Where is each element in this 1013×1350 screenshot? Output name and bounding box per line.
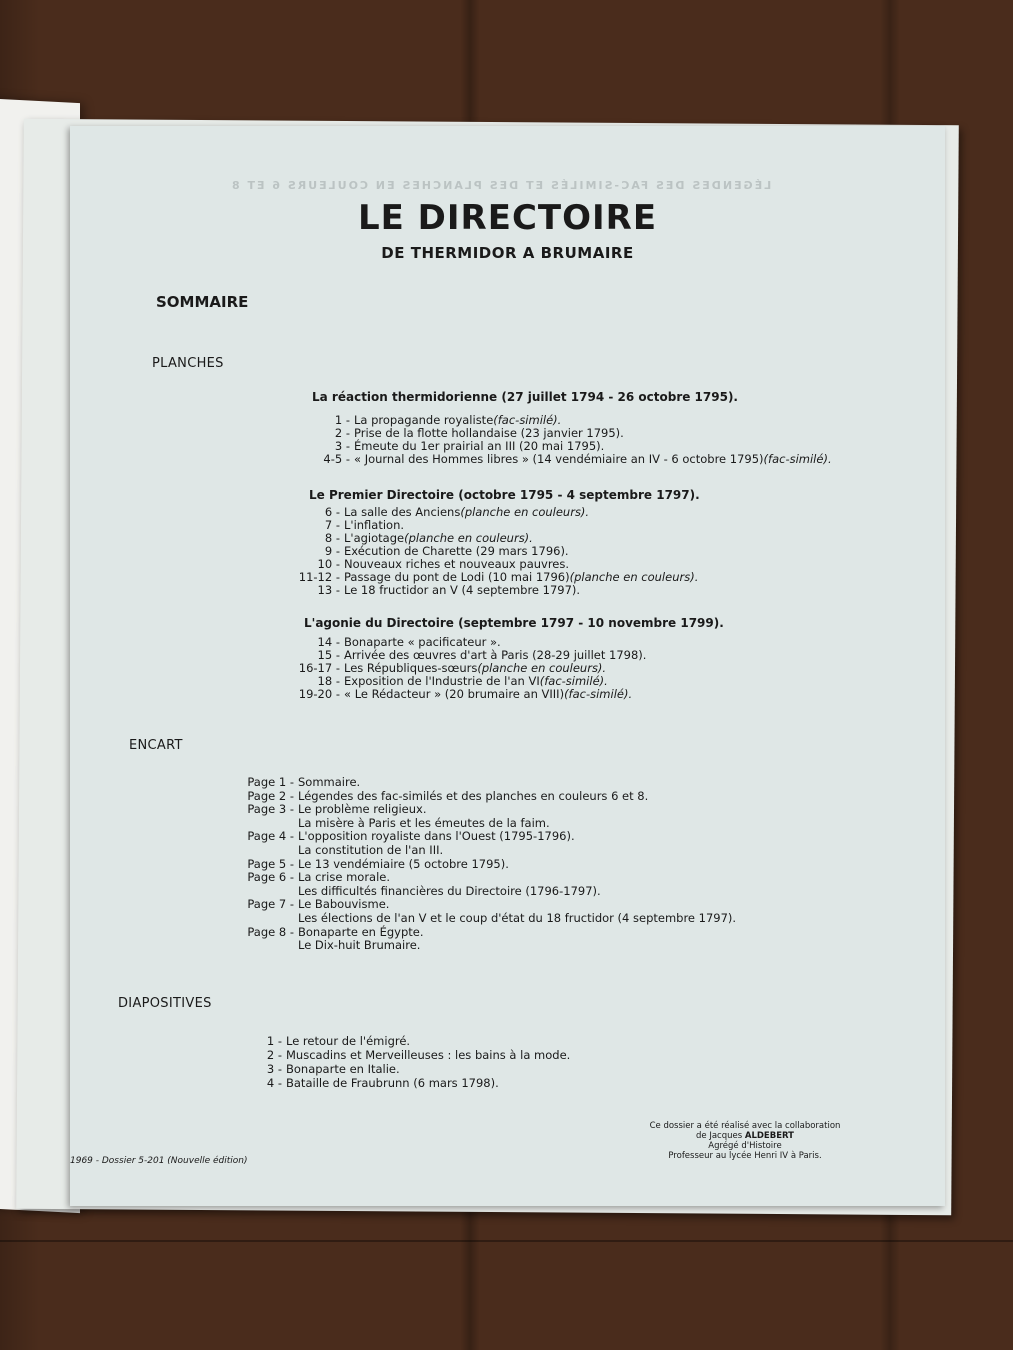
- item-number: 2 -: [266, 1048, 282, 1062]
- page-subtitle: DE THERMIDOR A BRUMAIRE: [381, 244, 634, 262]
- sommaire-heading: SOMMAIRE: [156, 293, 249, 311]
- item-text: Le retour de l'émigré.: [286, 1034, 411, 1048]
- encart-line: [236, 790, 736, 804]
- credit-line: [630, 1131, 860, 1141]
- credit-line: Professeur au lycée Henri IV à Paris.: [668, 1151, 822, 1161]
- item-note: (planche en couleurs).: [477, 661, 607, 675]
- item-text: Le 18 fructidor an V (4 septembre 1797).: [344, 583, 581, 597]
- encart-line: [236, 858, 736, 872]
- planches-heading: PLANCHES: [152, 356, 224, 371]
- item-number: 9 -: [324, 544, 340, 558]
- page-number: Page 4 -: [247, 829, 294, 844]
- encart-line: [236, 776, 736, 790]
- item-number: 1 -: [334, 413, 350, 427]
- page-number: Page 7 -: [247, 897, 294, 912]
- item-note: (fac-similé).: [564, 687, 633, 701]
- page-number: Page 5 -: [247, 856, 294, 871]
- item-number: 10 -: [317, 557, 340, 571]
- item-text: Nouveaux riches et nouveaux pauvres.: [344, 557, 570, 571]
- item-number: 7 -: [324, 518, 340, 532]
- item-text: Bataille de Fraubrunn (6 mars 1798).: [286, 1076, 499, 1090]
- encart-line: [236, 912, 736, 926]
- item-number: 19-20 -: [298, 687, 340, 701]
- item-number: 13 -: [317, 583, 340, 597]
- encart-line: [236, 803, 736, 817]
- encart-line: [236, 898, 736, 912]
- planches-group-title: L'agonie du Directoire (septembre 1797 - 10 novembre 1799).: [304, 616, 724, 630]
- item-number: 18 -: [317, 674, 340, 688]
- encart-line: [236, 830, 736, 844]
- encart-text: La constitution de l'an III.: [298, 842, 444, 857]
- page-number: Page 2 -: [247, 788, 294, 803]
- page-number: Page 3 -: [247, 802, 294, 817]
- item-text: Bonaparte en Italie.: [286, 1062, 400, 1076]
- encart-line: [236, 871, 736, 885]
- page-number: Page 1 -: [247, 775, 294, 789]
- encart-text: L'opposition royaliste dans l'Ouest (1795-1796).: [298, 829, 575, 844]
- item-text: La salle des Anciens: [344, 505, 461, 519]
- author-name: ALDEBERT: [744, 1131, 794, 1141]
- item-text: Exposition de l'Industrie de l'an VI: [344, 674, 540, 688]
- planches-group-list: [292, 636, 646, 701]
- planches-group-title: Le Premier Directoire (octobre 1795 - 4 septembre 1797).: [309, 488, 700, 502]
- credit-line: Agrégé d'Histoire: [708, 1141, 782, 1151]
- encart-line: [236, 926, 736, 940]
- planches-group-title: La réaction thermidorienne (27 juillet 1794 - 26 octobre 1795).: [312, 390, 738, 404]
- item-note: (planche en couleurs).: [404, 531, 533, 545]
- encart-text: Les élections de l'an V et le coup d'état du 18 fructidor (4 septembre 1797).: [298, 910, 737, 925]
- item-text: Arrivée des œuvres d'art à Paris (28-29 juillet 1798).: [344, 648, 647, 662]
- encart-text: Sommaire.: [298, 775, 361, 789]
- document-page: [70, 126, 945, 1206]
- list-item: [260, 1048, 570, 1062]
- show-through-text: LÉGENDES DES FAC-SIMILÉS ET DES PLANCHES EN COULEURS 6 ET 8: [230, 179, 772, 192]
- encart-text: Bonaparte en Égypte.: [298, 924, 424, 939]
- item-text: L'agiotage: [344, 531, 405, 545]
- encart-text: Légendes des fac-similés et des planches en couleurs 6 et 8.: [298, 788, 649, 803]
- list-item: [292, 688, 646, 701]
- item-number: 11-12 -: [298, 570, 340, 584]
- encart-line: [236, 817, 736, 831]
- item-text: Prise de la flotte hollandaise (23 janvier 1795).: [354, 426, 624, 440]
- page-title: LE DIRECTOIRE: [357, 198, 658, 238]
- credit-prefix: de Jacques: [696, 1131, 745, 1141]
- encart-text: La crise morale.: [298, 870, 391, 885]
- item-text: Exécution de Charette (29 mars 1796).: [344, 544, 569, 558]
- floor-board-seam: [0, 1240, 1013, 1242]
- encart-text: La misère à Paris et les émeutes de la faim.: [298, 815, 550, 830]
- item-text: « Le Rédacteur » (20 brumaire an VIII): [344, 687, 565, 701]
- list-item: [302, 453, 832, 466]
- page-number: Page 8 -: [247, 924, 294, 939]
- encart-text: Le Babouvisme.: [298, 897, 390, 912]
- diapositives-list: [260, 1034, 570, 1090]
- item-text: Les Républiques-sœurs: [344, 661, 478, 675]
- encart-line: [236, 844, 736, 858]
- encart-line: [236, 885, 736, 899]
- item-number: 2 -: [334, 426, 350, 440]
- encart-line: [236, 939, 736, 953]
- item-number: 6 -: [324, 505, 340, 519]
- encart-text: Le problème religieux.: [298, 802, 427, 817]
- item-number: 14 -: [317, 635, 340, 649]
- diapositives-heading: DIAPOSITIVES: [118, 996, 212, 1011]
- item-number: 3 -: [266, 1062, 282, 1076]
- item-text: Émeute du 1er prairial an III (20 mai 1795).: [354, 439, 605, 453]
- credit-line: Ce dossier a été réalisé avec la collaboration: [649, 1121, 841, 1131]
- list-item: [260, 1034, 570, 1048]
- item-number: 4-5 -: [323, 452, 350, 466]
- item-text: « Journal des Hommes libres » (14 vendémiaire an IV - 6 octobre 1795): [354, 452, 764, 466]
- item-text: L'inflation.: [344, 518, 405, 532]
- item-number: 8 -: [324, 531, 340, 545]
- item-note: (fac-similé).: [539, 674, 608, 688]
- planches-group-list: [292, 506, 698, 597]
- encart-list: [236, 776, 736, 953]
- list-item: [260, 1076, 570, 1090]
- item-note: (planche en couleurs).: [569, 570, 699, 584]
- list-item: [260, 1062, 570, 1076]
- item-note: (fac-similé).: [763, 452, 832, 466]
- item-number: 3 -: [334, 439, 350, 453]
- item-number: 4 -: [266, 1076, 282, 1090]
- item-note: (planche en couleurs).: [460, 505, 590, 519]
- item-text: Muscadins et Merveilleuses : les bains à la mode.: [286, 1048, 571, 1062]
- item-text: Bonaparte « pacificateur ».: [344, 635, 501, 649]
- item-text: Passage du pont de Lodi (10 mai 1796): [344, 570, 570, 584]
- page-number: Page 6 -: [247, 870, 294, 885]
- encart-text: Le 13 vendémiaire (5 octobre 1795).: [298, 856, 509, 871]
- encart-heading: ENCART: [129, 738, 183, 753]
- item-text: La propagande royaliste: [354, 413, 494, 427]
- planches-group-list: [302, 414, 832, 466]
- item-number: 16-17 -: [298, 661, 340, 675]
- item-note: (fac-similé).: [493, 413, 562, 427]
- item-number: 1 -: [266, 1034, 282, 1048]
- list-item: [292, 584, 698, 597]
- item-number: 15 -: [317, 648, 340, 662]
- encart-text: Le Dix-huit Brumaire.: [298, 938, 421, 953]
- credit-block: [630, 1121, 860, 1161]
- encart-text: Les difficultés financières du Directoire (1796-1797).: [298, 883, 601, 898]
- footer-edition: 1969 - Dossier 5-201 (Nouvelle édition): [70, 1156, 248, 1166]
